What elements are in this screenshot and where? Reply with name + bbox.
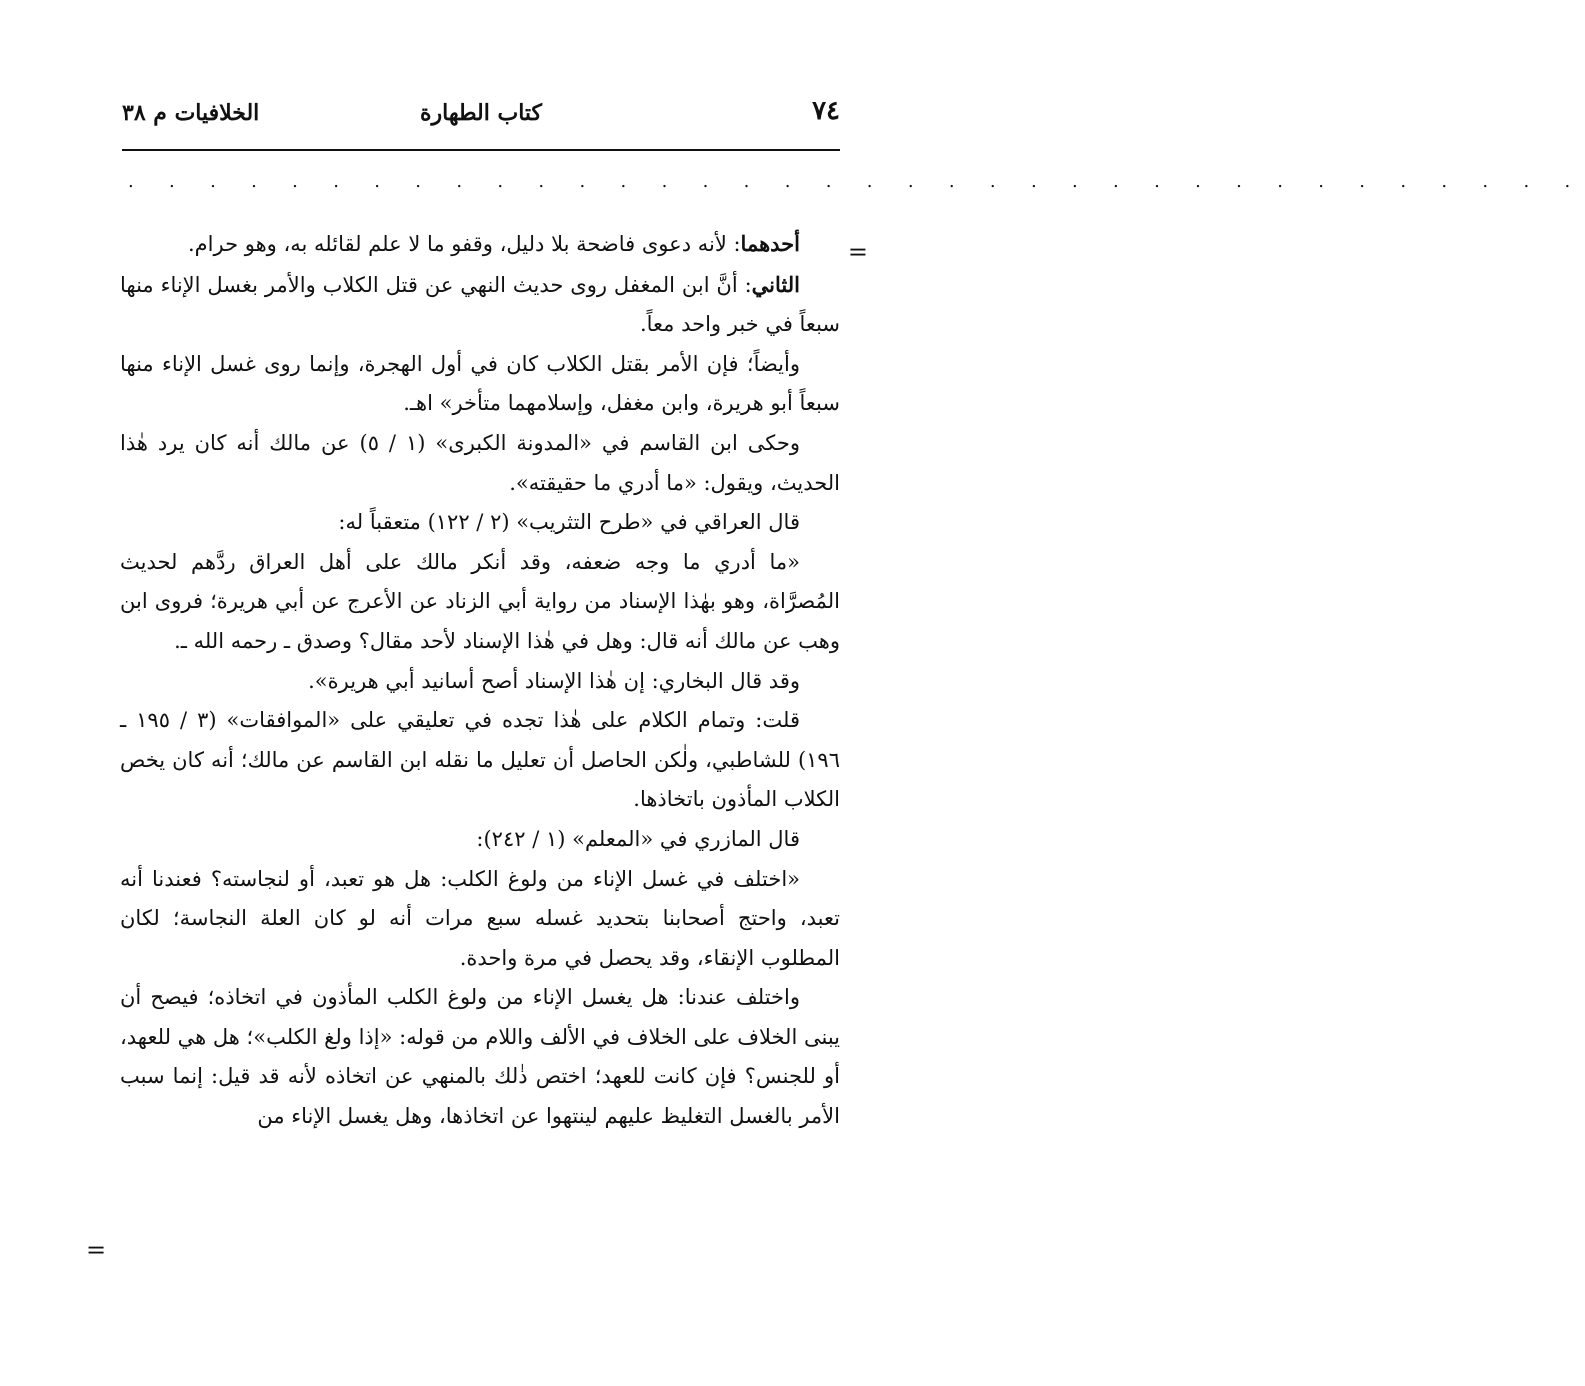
paragraph-lead: الثاني bbox=[751, 271, 800, 297]
paragraph-text: وحكى ابن القاسم في «المدونة الكبرى» (١ / ٥) عن مالك أنه كان يرد هٰذا الحديث، ويقول: «ما أدري ما حقيقته». bbox=[120, 430, 840, 495]
book-title: كتاب الطهارة bbox=[419, 100, 543, 126]
paragraph-text: قال المازري في «المعلم» (١ / ٢٤٢): bbox=[476, 826, 800, 851]
paragraph bbox=[120, 224, 840, 265]
paragraph bbox=[120, 424, 840, 503]
continuation-mark-bottom: = bbox=[86, 1236, 107, 1264]
paragraph-text: قال العراقي في «طرح التثريب» (٢ / ١٢٢) متعقباً له: bbox=[338, 510, 800, 535]
paragraph-text: : لأنه دعوى فاضحة بلا دليل، وقفو ما لا علم لقائله به، وهو حرام. bbox=[187, 232, 741, 256]
paragraph bbox=[120, 543, 840, 662]
paragraph-lead: أحدهما bbox=[740, 231, 800, 256]
paragraph bbox=[120, 265, 840, 345]
paragraph bbox=[120, 662, 840, 702]
page-number: ٧٤ bbox=[812, 96, 840, 126]
paragraph-text: واختلف عندنا: هل يغسل الإناء من ولوغ الكلب المأذون في اتخاذه؛ فيصح أن يبنى الخلاف على الخلاف في الألف واللام من قوله: «إذا ولغ الكلب»؛ هل هي للعهد، أو للجنس؟ فإن كانت للعهد؛ اختص ذٰلك بالمنهي عن اتخاذه لأنه قد قيل: إنما سبب الأمر بالغسل التغليظ عليهم لينتهوا عن اتخاذها، وهل يغسل الإناء من bbox=[120, 985, 840, 1129]
header-rule bbox=[122, 149, 840, 151]
paragraph-text: وقد قال البخاري: إن هٰذا الإسناد أصح أسانيد أبي هريرة». bbox=[308, 668, 800, 693]
paragraph bbox=[120, 345, 840, 424]
paragraph bbox=[120, 820, 840, 860]
paragraph-text: وأيضاً؛ فإن الأمر بقتل الكلاب كان في أول الهجرة، وإنما روى غسل الإناء منها سبعاً أبو هريرة، وابن مغفل، وإسلامهما متأخر» اهـ. bbox=[120, 351, 840, 416]
page-body bbox=[120, 224, 840, 1137]
paragraph-text: : أنَّ ابن المغفل روى حديث النهي عن قتل الكلاب والأمر بغسل الإناء منها سبعاً في خبر واحد معاً. bbox=[120, 272, 840, 337]
paragraph bbox=[120, 701, 840, 820]
page-header bbox=[122, 96, 840, 136]
paragraph bbox=[120, 503, 840, 543]
paragraph bbox=[120, 978, 840, 1136]
paragraph bbox=[120, 860, 840, 979]
paragraph-text: قلت: وتمام الكلام على هٰذا تجده في تعليقي على «الموافقات» (٣ / ١٩٥ ـ ١٩٦) للشاطبي، ولٰكن الحاصل أن تعليل ما نقله ابن القاسم عن مالك؛ أنه كان يخص الكلاب المأذون باتخاذها. bbox=[120, 708, 840, 812]
paragraph-text: «اختلف في غسل الإناء من ولوغ الكلب: هل هو تعبد، أو لنجاسته؟ فعندنا أنه تعبد، واحتج أصحابنا بتحديد غسله سبع مرات أنه لو كان العلة النجاسة؛ لكان المطلوب الإنقاء، وقد يحصل في مرة واحدة. bbox=[120, 866, 840, 970]
continuation-mark-top: = bbox=[847, 238, 868, 266]
running-title: الخلافيات م ٣٨ bbox=[122, 100, 260, 126]
dotted-separator: . . . . . . . . . . . . . . . . . . . . . . . . . . . . . . . . . . . . bbox=[128, 171, 1585, 192]
paragraph-text: «ما أدري ما وجه ضعفه، وقد أنكر مالك على أهل العراق ردَّهم لحديث المُصرَّاة، وهو بهٰذا الإسناد من رواية أبي الزناد عن الأعرج عن أبي هريرة؛ فروى ابن وهب عن مالك أنه قال: وهل في هٰذا الإسناد لأحد مقال؟ وصدق ـ رحمه الله ـ. bbox=[120, 549, 840, 653]
